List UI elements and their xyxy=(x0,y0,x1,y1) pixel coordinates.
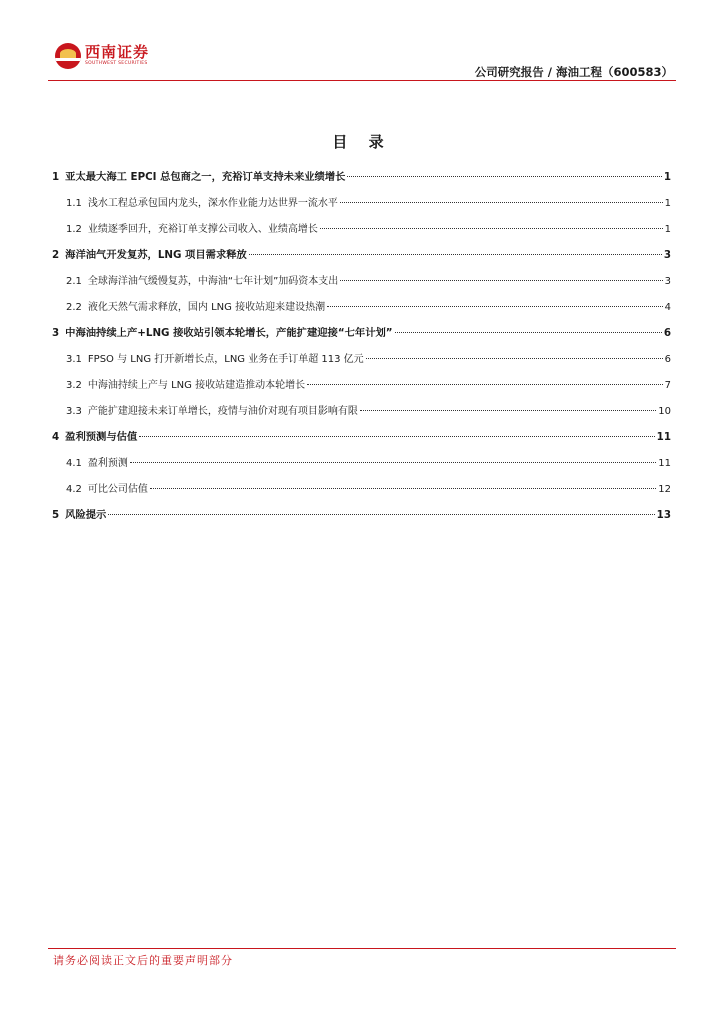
toc-entry-title: 中海油持续上产+LNG 接收站引领本轮增长，产能扩建迎接“七年计划” xyxy=(65,327,393,339)
toc-entry-title: 中海油持续上产与 LNG 接收站建造推动本轮增长 xyxy=(87,380,306,391)
toc-entry-number: 3.2 xyxy=(66,380,82,391)
toc-dot-leader xyxy=(340,202,663,203)
toc-entry[interactable] xyxy=(52,194,671,214)
toc-dot-leader xyxy=(340,280,662,281)
toc-entry-title: 业绩逐季回升，充裕订单支撑公司收入、业绩高增长 xyxy=(87,224,318,235)
logo-wordmark xyxy=(85,43,149,67)
toc-entry-title: 海洋油气开发复苏，LNG 项目需求释放 xyxy=(65,249,247,261)
report-label: 公司研究报告 / 海油工程（600583） xyxy=(474,65,673,79)
toc-entry-number: 4 xyxy=(52,431,60,443)
toc-entry-number: 3.3 xyxy=(66,406,82,417)
toc-dot-leader xyxy=(139,436,654,437)
toc-dot-leader xyxy=(347,176,661,177)
toc-entry-number: 1.2 xyxy=(66,224,82,235)
toc-entry-number: 4.1 xyxy=(66,458,82,469)
toc-entry[interactable] xyxy=(52,402,671,422)
toc-entry-number: 4.2 xyxy=(66,484,82,495)
toc-dot-leader xyxy=(150,488,656,489)
toc-entry-page: 6 xyxy=(664,354,671,365)
toc-title: 目 录 xyxy=(332,133,392,151)
toc-entry-number: 2.2 xyxy=(66,302,82,313)
toc-entry[interactable] xyxy=(52,168,671,188)
toc-entry-page: 11 xyxy=(656,431,671,443)
toc-entry-number: 3 xyxy=(52,327,60,339)
company-logo xyxy=(55,43,149,69)
toc-entry-page: 3 xyxy=(663,249,671,261)
toc-entry-number: 3.1 xyxy=(66,354,82,365)
footer-disclaimer: 请务必阅读正文后的重要声明部分 xyxy=(53,954,233,967)
toc-entry[interactable] xyxy=(52,220,671,240)
toc-entry-title: 亚太最大海工 EPCI 总包商之一，充裕订单支持未来业绩增长 xyxy=(65,171,346,183)
toc-dot-leader xyxy=(366,358,663,359)
toc-entry-page: 1 xyxy=(664,224,671,235)
toc-entry[interactable] xyxy=(52,350,671,370)
toc-dot-leader xyxy=(360,410,656,411)
toc-dot-leader xyxy=(320,228,663,229)
toc-entry-title: 液化天然气需求释放，国内 LNG 接收站迎来建设热潮 xyxy=(87,302,326,313)
toc-entry[interactable] xyxy=(52,506,671,526)
toc-entry-number: 1 xyxy=(52,171,60,183)
toc-dot-leader xyxy=(307,384,663,385)
toc-entry-title: 盈利预测与估值 xyxy=(65,431,138,443)
toc-entry-page: 4 xyxy=(664,302,671,313)
logo-english-name: SOUTHWEST SECURITIES xyxy=(85,61,148,66)
toc-entry[interactable] xyxy=(52,324,671,344)
toc-entry-page: 3 xyxy=(664,276,671,287)
toc-entry-title: 可比公司估值 xyxy=(87,484,148,495)
toc-entry-page: 13 xyxy=(656,509,671,521)
header-divider xyxy=(48,80,676,81)
toc-entry-page: 7 xyxy=(664,380,671,391)
toc-entry[interactable] xyxy=(52,480,671,500)
toc-dot-leader xyxy=(108,514,654,515)
toc-entry[interactable] xyxy=(52,272,671,292)
toc-entry-page: 6 xyxy=(663,327,671,339)
toc-entry-page: 11 xyxy=(658,458,671,469)
toc-entry-page: 1 xyxy=(663,171,671,183)
toc-entry-title: 产能扩建迎接未来订单增长，疫情与油价对现有项目影响有限 xyxy=(87,406,358,417)
toc-entry[interactable] xyxy=(52,376,671,396)
logo-emblem-icon xyxy=(55,43,81,69)
toc-dot-leader xyxy=(249,254,662,255)
toc-entry-title: 全球海洋油气缓慢复苏，中海油“七年计划”加码资本支出 xyxy=(87,276,339,287)
toc-entry[interactable] xyxy=(52,454,671,474)
toc-dot-leader xyxy=(395,332,662,333)
logo-chinese-name: 西南证券 xyxy=(85,43,150,61)
toc-dot-leader xyxy=(327,306,663,307)
toc-entry-page: 12 xyxy=(658,484,671,495)
toc-entry-number: 5 xyxy=(52,509,60,521)
toc-entry-number: 2 xyxy=(52,249,60,261)
toc-entry-title: FPSO 与 LNG 打开新增长点，LNG 业务在手订单超 113 亿元 xyxy=(87,354,364,365)
toc-entry-title: 盈利预测 xyxy=(87,458,128,469)
toc-entry[interactable] xyxy=(52,298,671,318)
toc-dot-leader xyxy=(130,462,656,463)
toc-entry[interactable] xyxy=(52,246,671,266)
toc-entry-number: 2.1 xyxy=(66,276,82,287)
toc-entry-number: 1.1 xyxy=(66,198,82,209)
toc-entry[interactable] xyxy=(52,428,671,448)
toc-entry-title: 风险提示 xyxy=(65,509,107,521)
footer-divider xyxy=(48,948,676,949)
toc-entry-page: 10 xyxy=(658,406,671,417)
toc-entry-title: 浅水工程总承包国内龙头，深水作业能力达世界一流水平 xyxy=(87,198,338,209)
toc-entry-page: 1 xyxy=(664,198,671,209)
